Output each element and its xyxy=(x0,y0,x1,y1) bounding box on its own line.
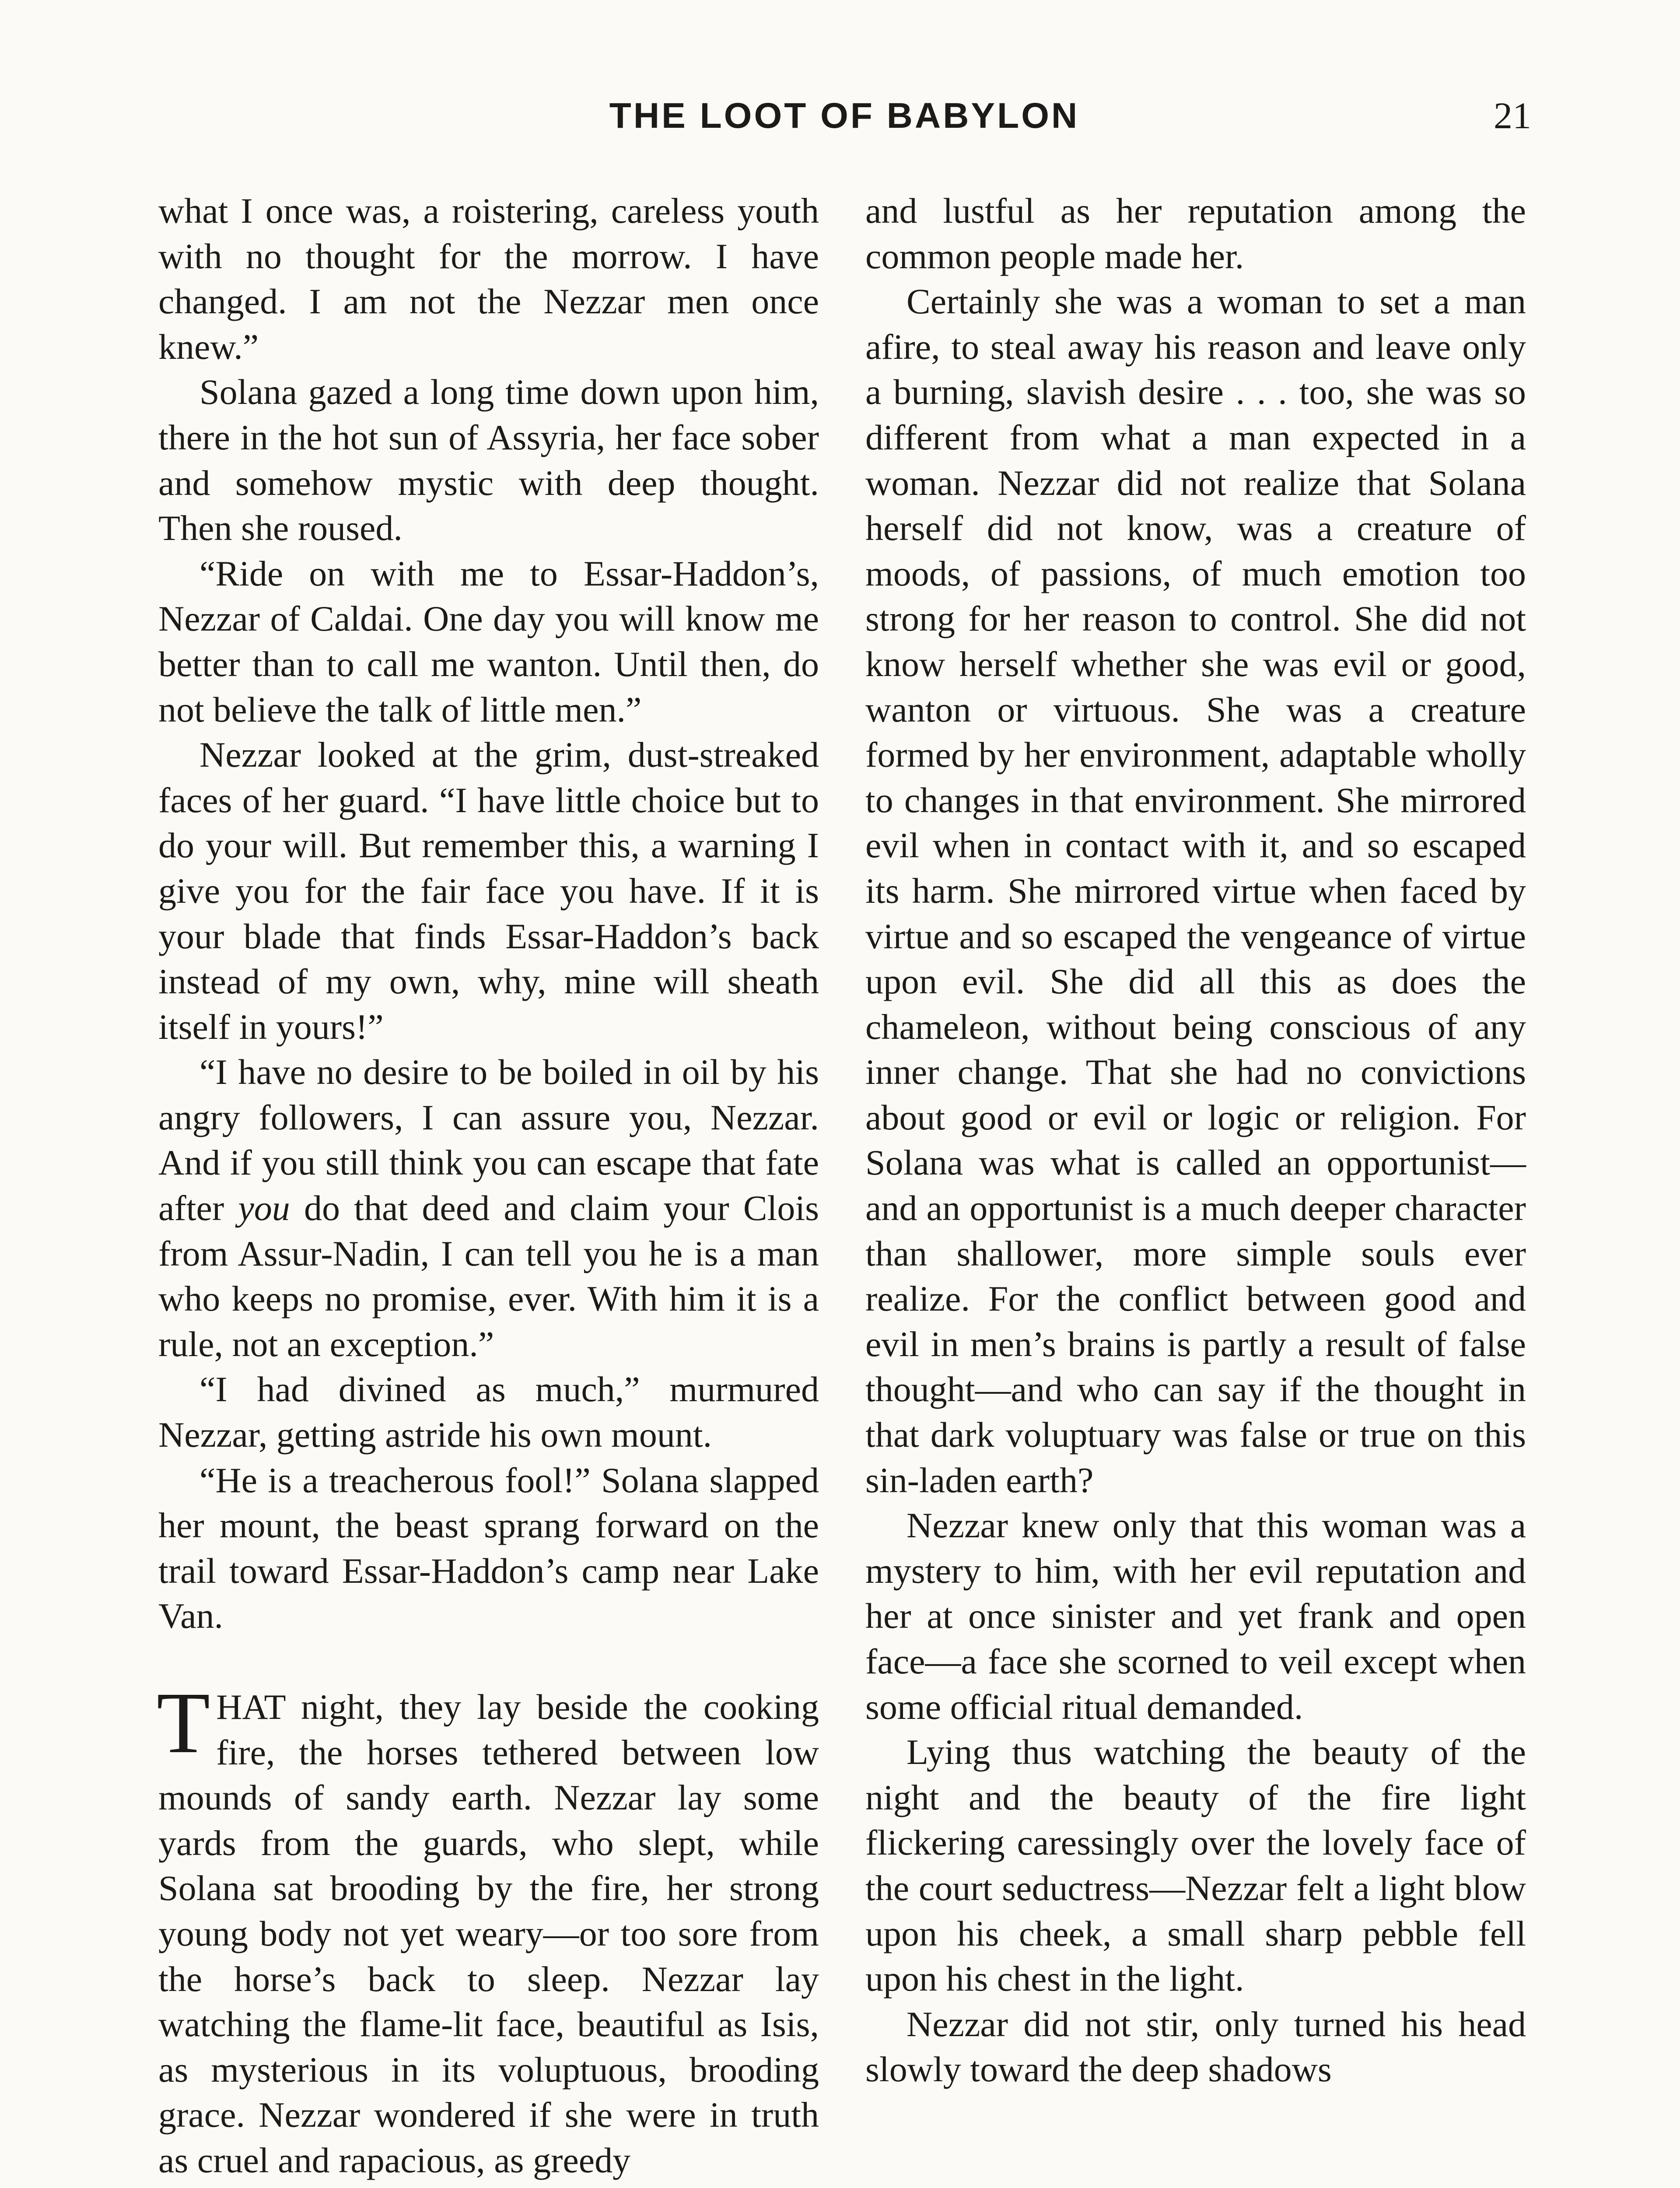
drop-cap: T xyxy=(157,1675,210,1771)
page-number: 21 xyxy=(1494,95,1531,137)
running-title: THE LOOT OF BABYLON xyxy=(609,96,1080,136)
paragraph: what I once was, a roistering, careless youth with no thought for the morrow. I have changed. I am not the Nezzar men once knew.” xyxy=(158,191,819,367)
paragraph: and lustful as her reputation among the common people made her. xyxy=(865,191,1526,276)
paragraph: “I had divined as much,” murmured Nezzar, getting astride his own mount. xyxy=(158,1369,819,1455)
text-run: do that deed and claim your Clois from Assur-Nadin, I can tell you he is a man who keeps no promise, ever. With him it is a rule, not an exception.” xyxy=(158,1188,819,1364)
paragraph: Nezzar looked at the grim, dust-streaked faces of her guard. “I have little choice but to do your will. But remember this, a warning I give you for the fair face you have. If it is your blade that finds Essar-Haddon’s back instead of my own, why, mine will sheath itself in yours!” xyxy=(158,735,819,1047)
section-paragraph xyxy=(157,1675,819,2183)
emphasis: you xyxy=(238,1188,290,1228)
paragraph: Nezzar knew only that this woman was a mystery to him, with her evil reputation and her at once sinister and yet frank and open face—a face she scorned to veil except when some official ritual demanded. xyxy=(865,1505,1526,1727)
paragraph: “Ride on with me to Essar-Haddon’s, Nezzar of Caldai. One day you will know me better than to call me wanton. Until then, do not believe the talk of little men.” xyxy=(158,553,819,729)
paragraph: Certainly she was a woman to set a man afire, to steal away his reason and leave only a burning, slavish desire . . . too, she was so different from what a man expected in a woman. Nezzar did not realize that Solana herself did not know, was a creature of moods, of passions, of much emotion too strong for her reason to control. She did not know herself whether she was evil or good, wanton or virtuous. She was a creature formed by her environment, adaptable wholly to changes in that environment. She mirrored evil when in contact with it, and so escaped its harm. She mirrored virtue when faced by virtue and so escaped the vengeance of virtue upon evil. She did all this as does the chameleon, without being conscious of any inner change. That she had no convictions about good or evil or logic or religion. For Solana was what is called an opportunist—and an opportunist is a much deeper character than shallower, more simple souls ever realize. For the conflict between good and evil in men’s brains is partly a result of false thought—and who can say if the thought in that dark voluptuary was false or true on this sin-laden earth? xyxy=(865,281,1526,1500)
paragraph xyxy=(158,1049,819,1367)
running-header xyxy=(158,95,1531,148)
paragraph: Lying thus watching the beauty of the night and the beauty of the fire light flickering caressingly over the lovely face of the court seductress—Nezzar felt a light blow upon his cheek, a small sharp pebble fell upon his chest in the light. xyxy=(865,1732,1526,1999)
right-column xyxy=(865,188,1526,2092)
paragraph: Solana gazed a long time down upon him, there in the hot sun of Assyria, her face sober and somehow mystic with deep thought. Then she roused. xyxy=(158,372,819,548)
paragraph: Nezzar did not stir, only turned his head slowly toward the deep shadows xyxy=(865,2004,1526,2090)
paragraph: “He is a treacherous fool!” Solana slapped her mount, the beast sprang forward on the trail toward Essar-Haddon’s camp near Lake Van. xyxy=(158,1460,819,1636)
left-column xyxy=(158,188,819,2183)
text-run: “I have no desire to be boiled in oil by his angry followers, I can assure you, Nezzar. And if you still think you can escape that fate after xyxy=(158,1052,819,1228)
text-run: HAT night, they lay beside the cooking fire, the horses tethered between low mounds of sandy earth. Nezzar lay some yards from the guards, who slept, while Solana sat brooding by the fire, her strong young body not yet weary—or too sore from the horse’s back to sleep. Nezzar lay watching the flame-lit face, beautiful as Isis, as mysterious in its voluptuous, brooding grace. Nezzar wondered if she were in truth as cruel and rapacious, as greedy xyxy=(158,1687,819,2180)
